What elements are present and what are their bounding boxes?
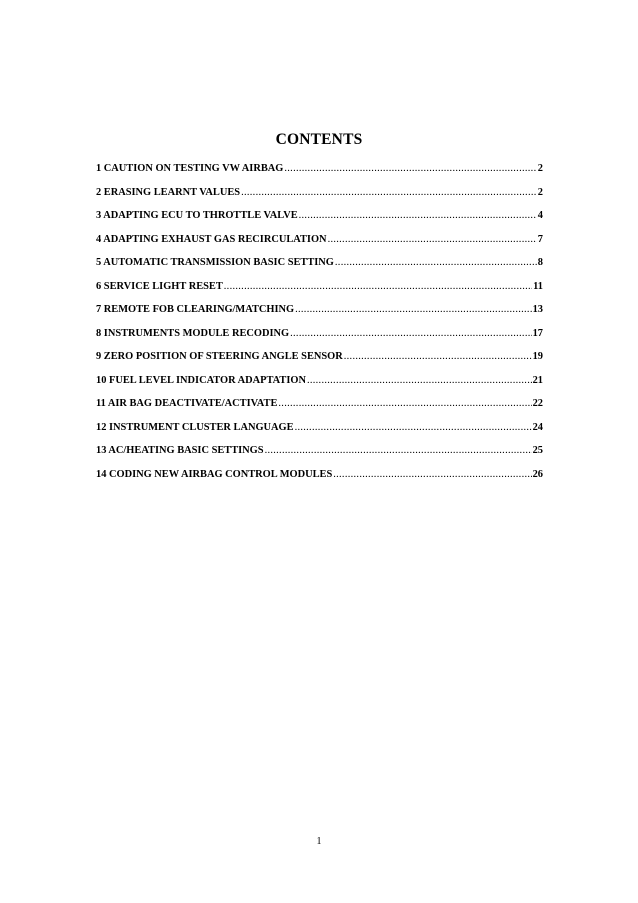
dot-leader [295, 422, 532, 433]
dot-leader [307, 375, 532, 386]
toc-entry-page: 19 [532, 351, 543, 362]
toc-entry-title: 12 INSTRUMENT CLUSTER LANGUAGE [96, 421, 294, 433]
toc-entry-page: 2 [537, 186, 543, 198]
toc-entry-title: 8 INSTRUMENTS MODULE RECODING [96, 327, 290, 339]
dot-leader [265, 445, 532, 456]
toc-entry[interactable] [96, 375, 543, 399]
toc-entry-title: 11 AIR BAG DEACTIVATE/ACTIVATE [96, 398, 278, 409]
dot-leader [290, 328, 531, 339]
toc-entry[interactable] [96, 351, 543, 375]
toc-entry-title: 1 CAUTION ON TESTING VW AIRBAG [96, 163, 284, 174]
dot-leader [344, 351, 532, 362]
toc-entry-title: 13 AC/HEATING BASIC SETTINGS [96, 445, 264, 456]
toc-entry[interactable] [96, 328, 543, 352]
toc-entry-page: 24 [532, 421, 543, 433]
dot-leader [278, 398, 531, 409]
dot-leader [299, 210, 537, 221]
toc-entry-page: 21 [532, 374, 543, 386]
page-title: CONTENTS [275, 131, 363, 148]
toc-entry-title: 9 ZERO POSITION OF STEERING ANGLE SENSOR [96, 351, 343, 362]
toc-entry[interactable] [96, 398, 543, 422]
toc-entry[interactable] [96, 234, 543, 258]
page-number: 1 [316, 836, 322, 847]
toc-entry[interactable] [96, 469, 543, 493]
toc-entry-title: 7 REMOTE FOB CLEARING/MATCHING [96, 304, 295, 315]
toc-entry[interactable] [96, 187, 543, 211]
toc-entry[interactable] [96, 304, 543, 328]
toc-entry-page: 17 [532, 327, 543, 339]
toc-entry-page: 13 [532, 304, 543, 315]
toc-entry-page: 7 [537, 233, 543, 245]
dot-leader [335, 257, 537, 268]
toc-entry[interactable] [96, 163, 543, 187]
toc-entry[interactable] [96, 210, 543, 234]
dot-leader [333, 469, 531, 480]
toc-entry[interactable] [96, 445, 543, 469]
toc-entry-page: 2 [537, 163, 543, 174]
toc-entry-page: 26 [532, 468, 543, 480]
dot-leader [295, 304, 532, 315]
toc-entry-page: 8 [537, 257, 543, 268]
dot-leader [241, 187, 537, 198]
toc-entry-page: 11 [533, 280, 543, 292]
toc-entry[interactable] [96, 422, 543, 446]
toc-entry-page: 22 [532, 398, 543, 409]
toc-entry[interactable] [96, 281, 543, 305]
table-of-contents [96, 163, 543, 492]
toc-entry-title: 6 SERVICE LIGHT RESET [96, 280, 223, 292]
toc-entry-page: 25 [532, 445, 543, 456]
toc-entry-title: 3 ADAPTING ECU TO THROTTLE VALVE [96, 210, 298, 221]
toc-entry-page: 4 [537, 210, 543, 221]
toc-entry[interactable] [96, 257, 543, 281]
toc-entry-title: 5 AUTOMATIC TRANSMISSION BASIC SETTING [96, 257, 334, 268]
toc-entry-title: 4 ADAPTING EXHAUST GAS RECIRCULATION [96, 233, 327, 245]
toc-entry-title: 10 FUEL LEVEL INDICATOR ADAPTATION [96, 374, 306, 386]
dot-leader [284, 163, 536, 174]
toc-entry-title: 14 CODING NEW AIRBAG CONTROL MODULES [96, 468, 333, 480]
dot-leader [224, 281, 532, 292]
dot-leader [328, 234, 537, 245]
toc-entry-title: 2 ERASING LEARNT VALUES [96, 186, 241, 198]
